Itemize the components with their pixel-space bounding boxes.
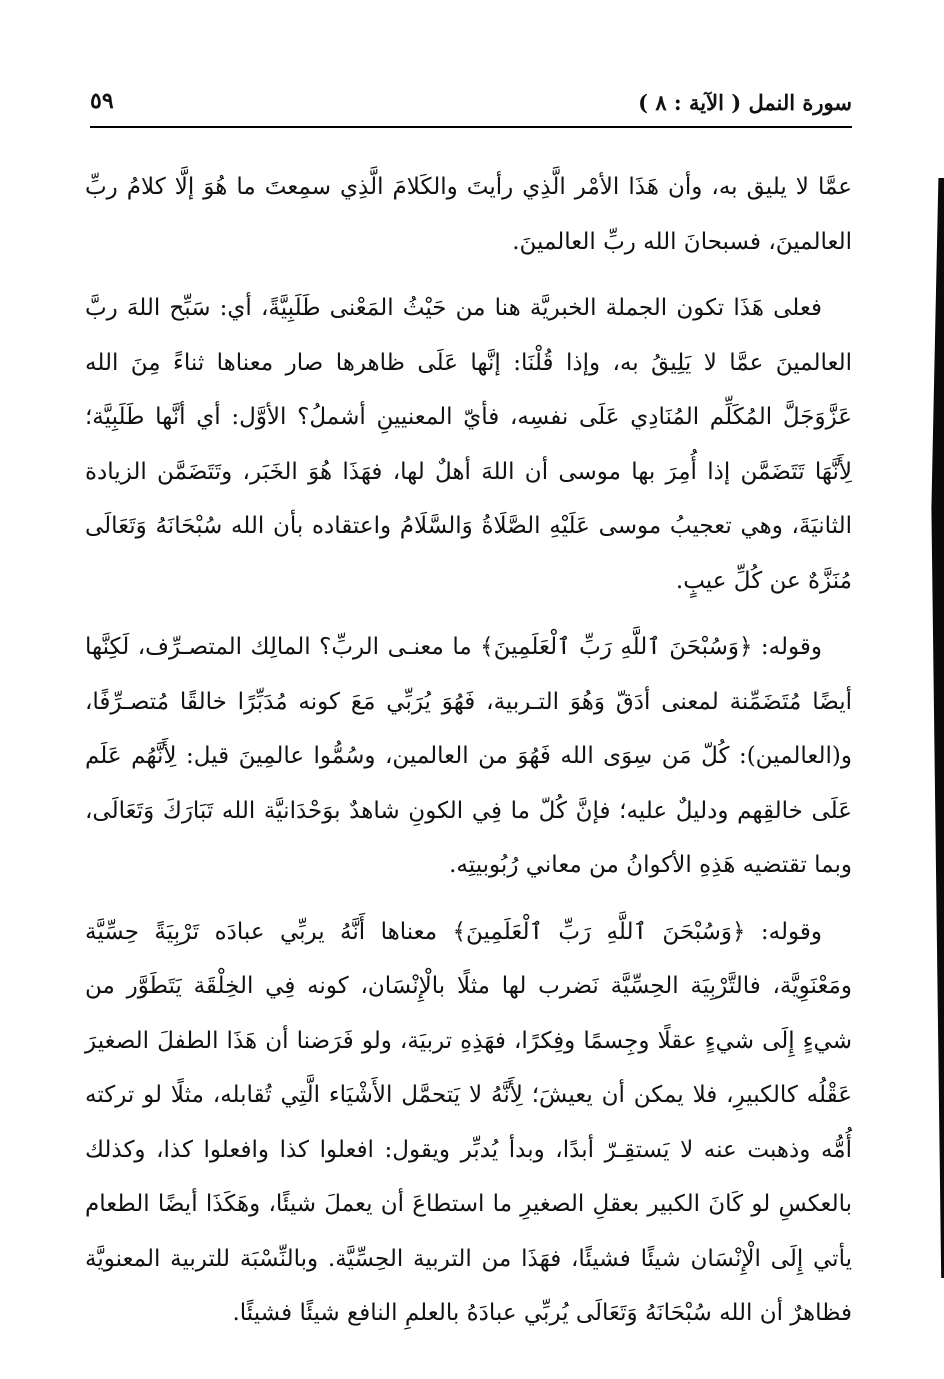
paragraph: فعلى هَذَا تكون الجملة الخبريَّة هنا من حَيْثُ المَعْنى طَلَبِيَّةً، أي: سَبِّح اللهَ ربَّ العالمينَ عمَّا لا يَلِيقُ به، وإذا قُلْنَا: إنَّها عَلَى ظاهرها صار معناها ثناءً مِنَ الله عَزَّوَجَلَّ المُكَلِّم المُنَادِي عَلَى نفسِه، فأيّ المعنيينِ أشملُ؟ الأوَّل: أي أنَّها طَلَبِيَّة؛ لِأَنَّهَا تَتَضَمَّن إذا أُمِرَ بها موسى أن اللهَ أهلٌ لها، فهَذَا هُوَ الخَبَر، وتَتَضَمَّن الزيادة الثانيَةَ، وهي تعجيبُ موسى عَلَيْهِ الصَّلَاةُ وَالسَّلَامُ واعتقاده بأن الله سُبْحَانَهُ وَتَعَالَى مُنَزَّهٌ عن كُلِّ عيبٍ.: [85, 295, 852, 594]
page-header: [90, 86, 852, 126]
paragraph: وقوله: ﴿وَسُبْحَنَ ٱللَّهِ رَبِّ ٱلْعَلَمِينَ﴾ معناها أَنَّهُ يربِّي عبادَه تَرْبِيَةً حِسِّيَّة ومَعْنَوِيَّة، فالتَّرْبِيَة الحِسِّيَّة نَضرب لها مثلًا بالْإِنْسَان، كونه فِي الخِلْقَة يَتَطَوَّر من شيءٍ إِلَى شيءٍ عقلًا وجِسمًا وفِكرًا، فهَذِهِ تربيَة، ولو فَرَضنا أن هَذَا الطفلَ الصغيرَ عَقْلُه كالكبيرِ، فلا يمكن أن يعيشَ؛ لِأَنَّهُ لا يَتحمَّل الأَشْيَاء الَّتِي تُقابله، مثلًا لو تركته أُمُّه وذهبت عنه لا يَستقِـرّ أبدًا، وبدأ يُدبِّر ويقول: افعلوا كذا وافعلوا كذا، وكذلك بالعكسِ لو كَانَ الكبير بعقلِ الصغيرِ ما استطاعَ أن يعملَ شيئًا، وهَكَذَا أيضًا الطعام يأتي إِلَى الْإِنْسَان شيئًا فشيئًا، فهَذَا من التربية الحِسِّيَّة. وبالنِّسْبَة للتربية المعنويَّة فظاهرٌ أن الله سُبْحَانَهُ وَتَعَالَى يُربِّي عبادَهُ بالعلمِ النافع شيئًا فشيئًا.: [85, 918, 852, 1326]
page-number: ٥٩: [90, 88, 114, 114]
scan-edge-shadow: [930, 178, 944, 1278]
running-title: سورة النمل ( الآية : ٨ ): [638, 90, 852, 115]
paragraph: عمَّا لا يليق به، وأن هَذَا الأمْر الَّذِي رأيتَ والكَلامَ الَّذِي سمِعتَ ما هُوَ إلَّا كلامُ ربِّ العالمينَ، فسبحانَ الله ربِّ العالمينَ.: [85, 174, 852, 255]
body-text: [85, 160, 852, 1353]
paragraph: وقوله: ﴿وَسُبْحَنَ ٱللَّهِ رَبِّ ٱلْعَلَمِينَ﴾ ما معنـى الربِّ؟ المالِك المتصـرِّف، لَكِنَّها أيضًا مُتَضَمِّنة لمعنى أدَقّ وَهُوَ التـربية، فَهُوَ يُرَبِّي مَعَ كونه مُدَبِّرًا خالقًا مُتصـرِّفًا، و(العالمين): كُلّ مَن سِوَى الله فَهُوَ من العالمين، وسُمُّوا عالمِينَ قيل: لِأَنَّهُم عَلَم عَلَى خالقِهم ودليلٌ عليه؛ فإنَّ كُلّ ما فِي الكونِ شاهدٌ بوَحْدَانيَّة الله تَبَارَكَ وَتَعَالَى، وبما تقتضيه هَذِهِ الأكوانُ من معاني رُبُوبيتِه.: [85, 634, 852, 878]
header-rule: [90, 126, 852, 128]
